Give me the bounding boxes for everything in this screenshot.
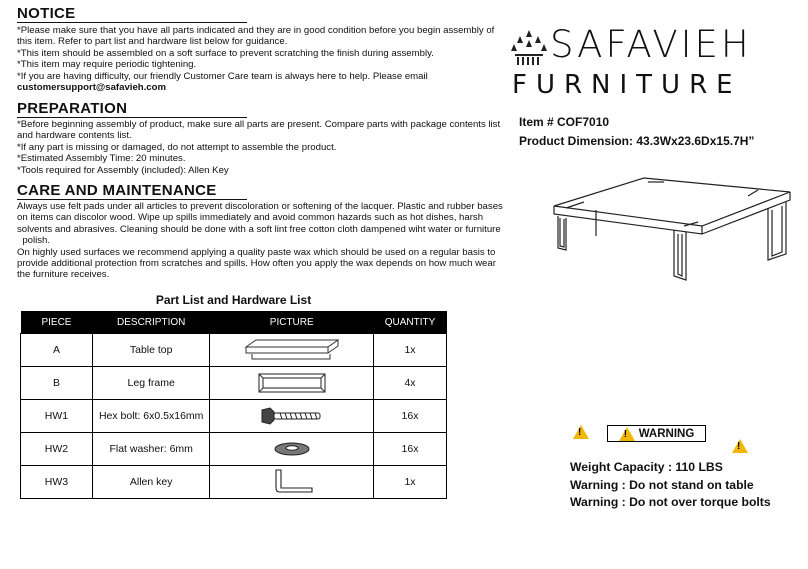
description-cell: Flat washer: 6mm: [92, 433, 210, 466]
warning-label: [607, 425, 706, 442]
quantity-cell: 16x: [374, 433, 447, 466]
warning-text: WARNING: [638, 427, 695, 440]
notice-line: *Please make sure that you have all parts indicated and they are in good condition before you begin assembly of: [17, 25, 495, 36]
warning-symbol: !: [737, 441, 741, 452]
warning-symbol: !: [578, 427, 582, 438]
column-header-piece: PIECE: [21, 311, 93, 334]
notice-text: [17, 25, 494, 93]
care-line: Always use felt pads under all articles to prevent discoloration or softening of the lacquer. Plastic and rubber bases: [17, 201, 503, 212]
preparation-heading: PREPARATION: [17, 100, 247, 118]
piece-cell: A: [21, 334, 93, 367]
piece-cell: HW3: [21, 466, 93, 499]
care-line: polish.: [17, 235, 51, 247]
picture-cell: [210, 433, 374, 466]
safavieh-logo-icon: [511, 28, 547, 66]
item-number: Item # COF7010: [519, 115, 610, 129]
weight-capacity: Weight Capacity : 110 LBS: [570, 460, 723, 474]
warning-triangle-icon: [732, 439, 748, 453]
warning-triangle-icon: [573, 425, 589, 439]
care-line: provide additional protection from scratches and spills. How often you apply the wax depends on how much wear: [17, 258, 496, 270]
allen-key-icon: [270, 468, 314, 496]
product-dimension: Product Dimension: 43.3Wx23.6Dx15.7H”: [519, 134, 755, 148]
coffee-table-illustration: [552, 172, 792, 294]
quantity-cell: 4x: [374, 367, 447, 400]
table-row: [21, 400, 447, 433]
warning-symbol: !: [623, 428, 628, 440]
quantity-cell: 16x: [374, 400, 447, 433]
brand-name: SAFAVIEH: [550, 23, 752, 66]
column-header-picture: PICTURE: [210, 311, 374, 334]
parts-table: [20, 311, 447, 499]
care-line: the furniture receives.: [17, 269, 110, 281]
column-header-quantity: QUANTITY: [374, 311, 447, 334]
table-top-icon: [244, 337, 340, 363]
notice-line: *If you are having difficulty, our friendly Customer Care team is always here to help. Please email: [17, 70, 428, 82]
quantity-cell: 1x: [374, 334, 447, 367]
column-header-description: DESCRIPTION: [92, 311, 210, 334]
description-cell: Allen key: [92, 466, 210, 499]
table-header-row: [21, 311, 447, 334]
warning-line: Warning : Do not stand on table: [570, 477, 754, 492]
description-cell: Table top: [92, 334, 210, 367]
brand-subtitle: FURNITURE: [512, 70, 742, 100]
picture-cell: [210, 400, 374, 433]
description-cell: Hex bolt: 6x0.5x16mm: [92, 400, 210, 433]
table-row: [21, 466, 447, 499]
description-cell: Leg frame: [92, 367, 210, 400]
preparation-line: and hardware contents list.: [17, 130, 132, 142]
care-line: on items can discolor wood. Wipe up spills immediately and avoid common hazards such as hot dishes, harsh: [17, 212, 484, 224]
table-row: [21, 334, 447, 367]
table-row: [21, 367, 447, 400]
piece-cell: B: [21, 367, 93, 400]
preparation-line: *Before beginning assembly of product, make sure all parts are present. Compare parts with package contents list: [17, 119, 501, 130]
table-row: [21, 433, 447, 466]
hex-bolt-icon: [260, 406, 324, 426]
care-heading: CARE AND MAINTENANCE: [17, 182, 247, 200]
notice-line: *This item may require periodic tightening.: [17, 59, 197, 71]
notice-heading: NOTICE: [17, 5, 247, 23]
notice-line: *This item should be assembled on a soft surface to prevent scratching the finish during assembly.: [17, 47, 434, 59]
warning-triangle-icon: [619, 427, 635, 441]
notice-line: this item. Refer to part list and hardware list below for guidance.: [17, 36, 288, 48]
support-email: customersupport@safavieh.com: [17, 82, 167, 94]
preparation-line: *Tools required for Assembly (included): Allen Key: [17, 164, 229, 176]
piece-cell: HW2: [21, 433, 93, 466]
piece-cell: HW1: [21, 400, 93, 433]
quantity-cell: 1x: [374, 466, 447, 499]
flat-washer-icon: [272, 439, 312, 459]
care-text: [17, 201, 503, 281]
preparation-text: [17, 119, 500, 176]
picture-cell: [210, 466, 374, 499]
leg-frame-icon: [257, 371, 327, 395]
care-line: On highly used surfaces we recommend applying a quality paste wax which should be used on a regular basis to: [17, 246, 496, 258]
warning-line: Warning : Do not over torque bolts: [570, 495, 771, 509]
preparation-line: *If any part is missing or damaged, do not attempt to assemble the product.: [17, 141, 337, 153]
picture-cell: [210, 334, 374, 367]
picture-cell: [210, 367, 374, 400]
care-line: solvents and abrasives. Cleaning should be done with a soft lint free cotton cloth dampened wiht water or furniture: [17, 223, 501, 235]
warning-details: [570, 459, 771, 512]
item-info: [519, 113, 754, 151]
parts-table-title: Part List and Hardware List: [155, 293, 312, 307]
preparation-line: *Estimated Assembly Time: 20 minutes.: [17, 153, 186, 165]
